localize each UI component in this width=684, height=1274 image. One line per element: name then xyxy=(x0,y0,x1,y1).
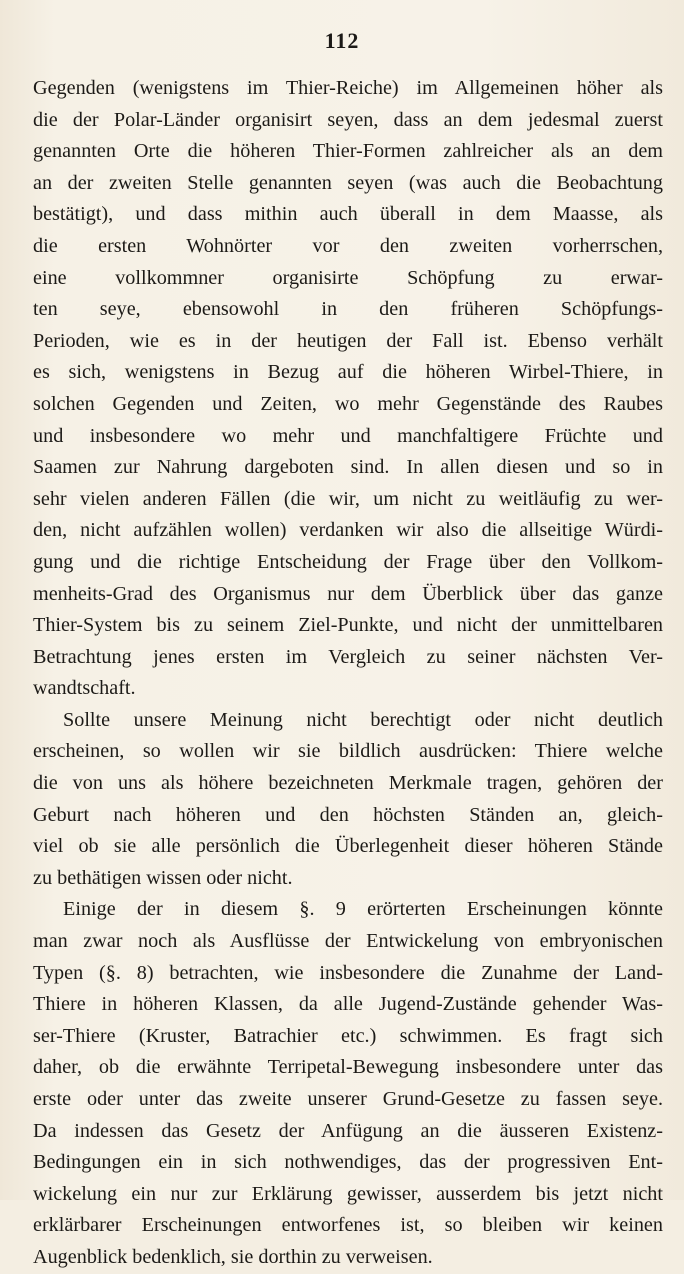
paragraph xyxy=(33,894,663,1273)
text-line: eine vollkommner organisirte Schöpfung zu erwar- xyxy=(33,266,663,289)
text-line: Saamen zur Nahrung dargeboten sind. In allen diesen und so in xyxy=(33,456,663,479)
text-line: Typen (§. 8) betrachten, wie insbesondere die Zunahme der Land- xyxy=(33,961,663,984)
text-line: Thier-System bis zu seinem Ziel-Punkte, und nicht der unmittelbaren xyxy=(33,614,663,637)
text-line: erklärbarer Erscheinungen entworfenes ist, so bleiben wir keinen xyxy=(33,1214,663,1237)
body-text xyxy=(33,73,663,1274)
paragraph xyxy=(33,705,663,895)
text-line: erste oder unter das zweite unserer Grund-Gesetze zu fassen seye. xyxy=(33,1088,663,1110)
text-line: bestätigt), und dass mithin auch überall in dem Maasse, als xyxy=(33,203,663,226)
text-line: Einige der in diesem §. 9 erörterten Erscheinungen könnte xyxy=(63,898,663,921)
text-line: die von uns als höhere bezeichneten Merkmale tragen, gehören der xyxy=(33,772,663,795)
text-line: viel ob sie alle persönlich die Überlegenheit dieser höheren Stände xyxy=(33,835,663,858)
text-line: Bedingungen ein in sich nothwendiges, das der progressiven Ent- xyxy=(33,1151,663,1174)
text-line: ten seye, ebensowohl in den früheren Schöpfungs- xyxy=(33,298,663,321)
text-line: menheits-Grad des Organismus nur dem Überblick über das ganze xyxy=(33,582,663,605)
text-line: und insbesondere wo mehr und manchfaltigere Früchte und xyxy=(33,424,663,447)
page-number: 112 xyxy=(324,28,360,53)
text-line: wandtschaft. xyxy=(33,677,136,700)
text-line: wickelung ein nur zur Erklärung gewisser, ausserdem bis jetzt nicht xyxy=(33,1182,663,1205)
text-line: die ersten Wohnörter vor den zweiten vorherrschen, xyxy=(33,234,663,257)
text-line: Betrachtung jenes ersten im Vergleich zu seiner nächsten Ver- xyxy=(33,645,663,668)
text-line: erscheinen, so wollen wir sie bildlich ausdrücken: Thiere welche xyxy=(33,740,663,763)
text-line: den, nicht aufzählen wollen) verdanken wir also die allseitige Würdi- xyxy=(33,519,663,542)
text-line: genannten Orte die höheren Thier-Formen zahlreicher als an dem xyxy=(33,140,663,163)
text-line: die der Polar-Länder organisirt seyen, dass an dem jedesmal zuerst xyxy=(33,108,663,131)
text-line: Thiere in höheren Klassen, da alle Jugend-Zustände gehender Was- xyxy=(33,993,663,1016)
text-line: Gegenden (wenigstens im Thier-Reiche) im Allgemeinen höher als xyxy=(33,77,663,99)
text-line: Augenblick bedenklich, sie dorthin zu verweisen. xyxy=(33,1245,433,1268)
text-line: Sollte unsere Meinung nicht berechtigt oder nicht deutlich xyxy=(63,708,663,731)
text-line: zu bethätigen wissen oder nicht. xyxy=(33,866,293,889)
paragraph xyxy=(33,73,663,705)
text-line: daher, ob die erwähnte Terripetal-Bewegung insbesondere unter das xyxy=(33,1056,663,1079)
text-line: an der zweiten Stelle genannten seyen (was auch die Beobachtung xyxy=(33,171,663,194)
text-line: sehr vielen anderen Fällen (die wir, um nicht zu weitläufig zu wer- xyxy=(33,487,663,510)
text-line: Da indessen das Gesetz der Anfügung an die äusseren Existenz- xyxy=(33,1119,663,1142)
text-line: gung und die richtige Entscheidung der Frage über den Vollkom- xyxy=(33,550,663,573)
text-line: solchen Gegenden und Zeiten, wo mehr Gegenstände des Raubes xyxy=(33,392,663,415)
text-line: Geburt nach höheren und den höchsten Ständen an, gleich- xyxy=(33,803,663,826)
text-line: ser-Thiere (Kruster, Batrachier etc.) schwimmen. Es fragt sich xyxy=(33,1024,663,1047)
text-line: Perioden, wie es in der heutigen der Fall ist. Ebenso verhält xyxy=(33,329,663,352)
text-line: man zwar noch als Ausflüsse der Entwickelung von embryonischen xyxy=(33,930,663,953)
text-line: es sich, wenigstens in Bezug auf die höheren Wirbel-Thiere, in xyxy=(33,361,663,384)
